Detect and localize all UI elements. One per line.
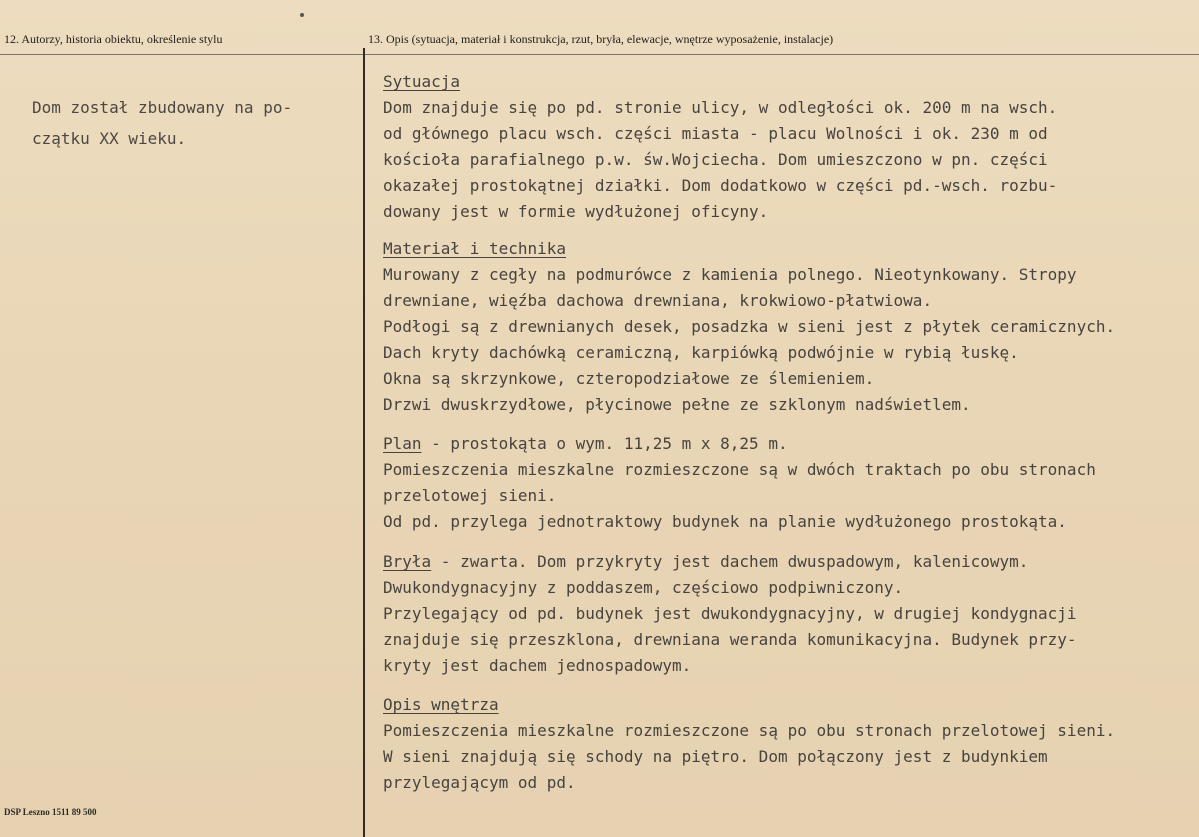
section-heading-line [383,692,1183,718]
text-line: Podłogi są z drewnianych desek, posadzka w sieni jest z płytek ceramicznych. [383,317,1116,336]
section-heading: Bryła [383,552,432,571]
text-line: kryty jest dachem jednospadowym. [383,656,692,675]
section-heading-line [383,69,1183,95]
text-line: okazałej prostokątnej działki. Dom dodatkowo w części pd.-wsch. rozbu- [383,176,1058,195]
header-field-13: 13. Opis (sytuacja, materiał i konstrukcja, rzut, bryła, elewacje, wnętrze wyposażenie, instalacje) [368,32,834,46]
column-divider [363,48,365,837]
text-line: Dach kryty dachówką ceramiczną, karpiówką podwójnie w rybią łuskę. [383,343,1019,362]
header-field-12: 12. Autorzy, historia obiektu, określenie stylu [4,32,223,46]
heading-inline-text: - prostokąta o wym. 11,25 m x 8,25 m. [421,434,788,453]
text-line: przelotowej sieni. [383,486,557,505]
text-line: od głównego placu wsch. części miasta - placu Wolności i ok. 230 m od [383,124,1048,143]
section-heading: Opis wnętrza [383,695,499,714]
section-material [383,236,1183,418]
section-heading: Sytuacja [383,72,461,91]
text-line: Okna są skrzynkowe, czteropodziałowe ze ślemieniem. [383,369,875,388]
text-line: Dom znajduje się po pd. stronie ulicy, w odległości ok. 200 m na wsch. [383,98,1058,117]
text-line: znajduje się przeszklona, drewniana weranda komunikacyjna. Budynek przy- [383,630,1077,649]
text-line: Pomieszczenia mieszkalne rozmieszczone są w dwóch traktach po obu stronach [383,460,1096,479]
header-rule [0,54,1199,55]
section-plan [383,431,1183,535]
section-heading-line [383,431,1183,457]
text-line: Pomieszczenia mieszkalne rozmieszczone są po obu stronach przelotowej sieni. [383,721,1116,740]
print-footer: DSP Leszno 1511 89 500 [4,807,97,817]
text-line: przylegającym od pd. [383,773,576,792]
text-line: drewniane, więźba dachowa drewniana, krokwiowo-płatwiowa. [383,291,933,310]
section-heading-line [383,236,1183,262]
text-line: Od pd. przylega jednotraktowy budynek na planie wydłużonego prostokąta. [383,512,1067,531]
section-sytuacja [383,69,1183,225]
text-line: Dom został zbudowany na po- [32,98,293,117]
text-line: Murowany z cegły na podmurówce z kamienia polnego. Nieotynkowany. Stropy [383,265,1077,284]
ink-speck [300,13,304,17]
text-line: dowany jest w formie wydłużonej oficyny. [383,202,769,221]
text-line: Dwukondygnacyjny z poddaszem, częściowo podpiwniczony. [383,578,904,597]
heading-inline-text: - zwarta. Dom przykryty jest dachem dwuspadowym, kalenicowym. [431,552,1029,571]
section-heading-line [383,549,1183,575]
text-line: czątku XX wieku. [32,129,187,148]
text-line: W sieni znajdują się schody na piętro. Dom połączony jest z budynkiem [383,747,1048,766]
authors-history-text [32,92,342,154]
section-heading: Materiał i technika [383,239,567,258]
text-line: Drzwi dwuskrzydłowe, płycinowe pełne ze szklonym nadświetlem. [383,395,971,414]
text-line: kościoła parafialnego p.w. św.Wojciecha. Dom umieszczono w pn. części [383,150,1048,169]
text-line: Przylegający od pd. budynek jest dwukondygnacyjny, w drugiej kondygnacji [383,604,1077,623]
section-opis-wnetrza [383,692,1183,796]
section-bryla [383,549,1183,679]
section-heading: Plan [383,434,422,453]
